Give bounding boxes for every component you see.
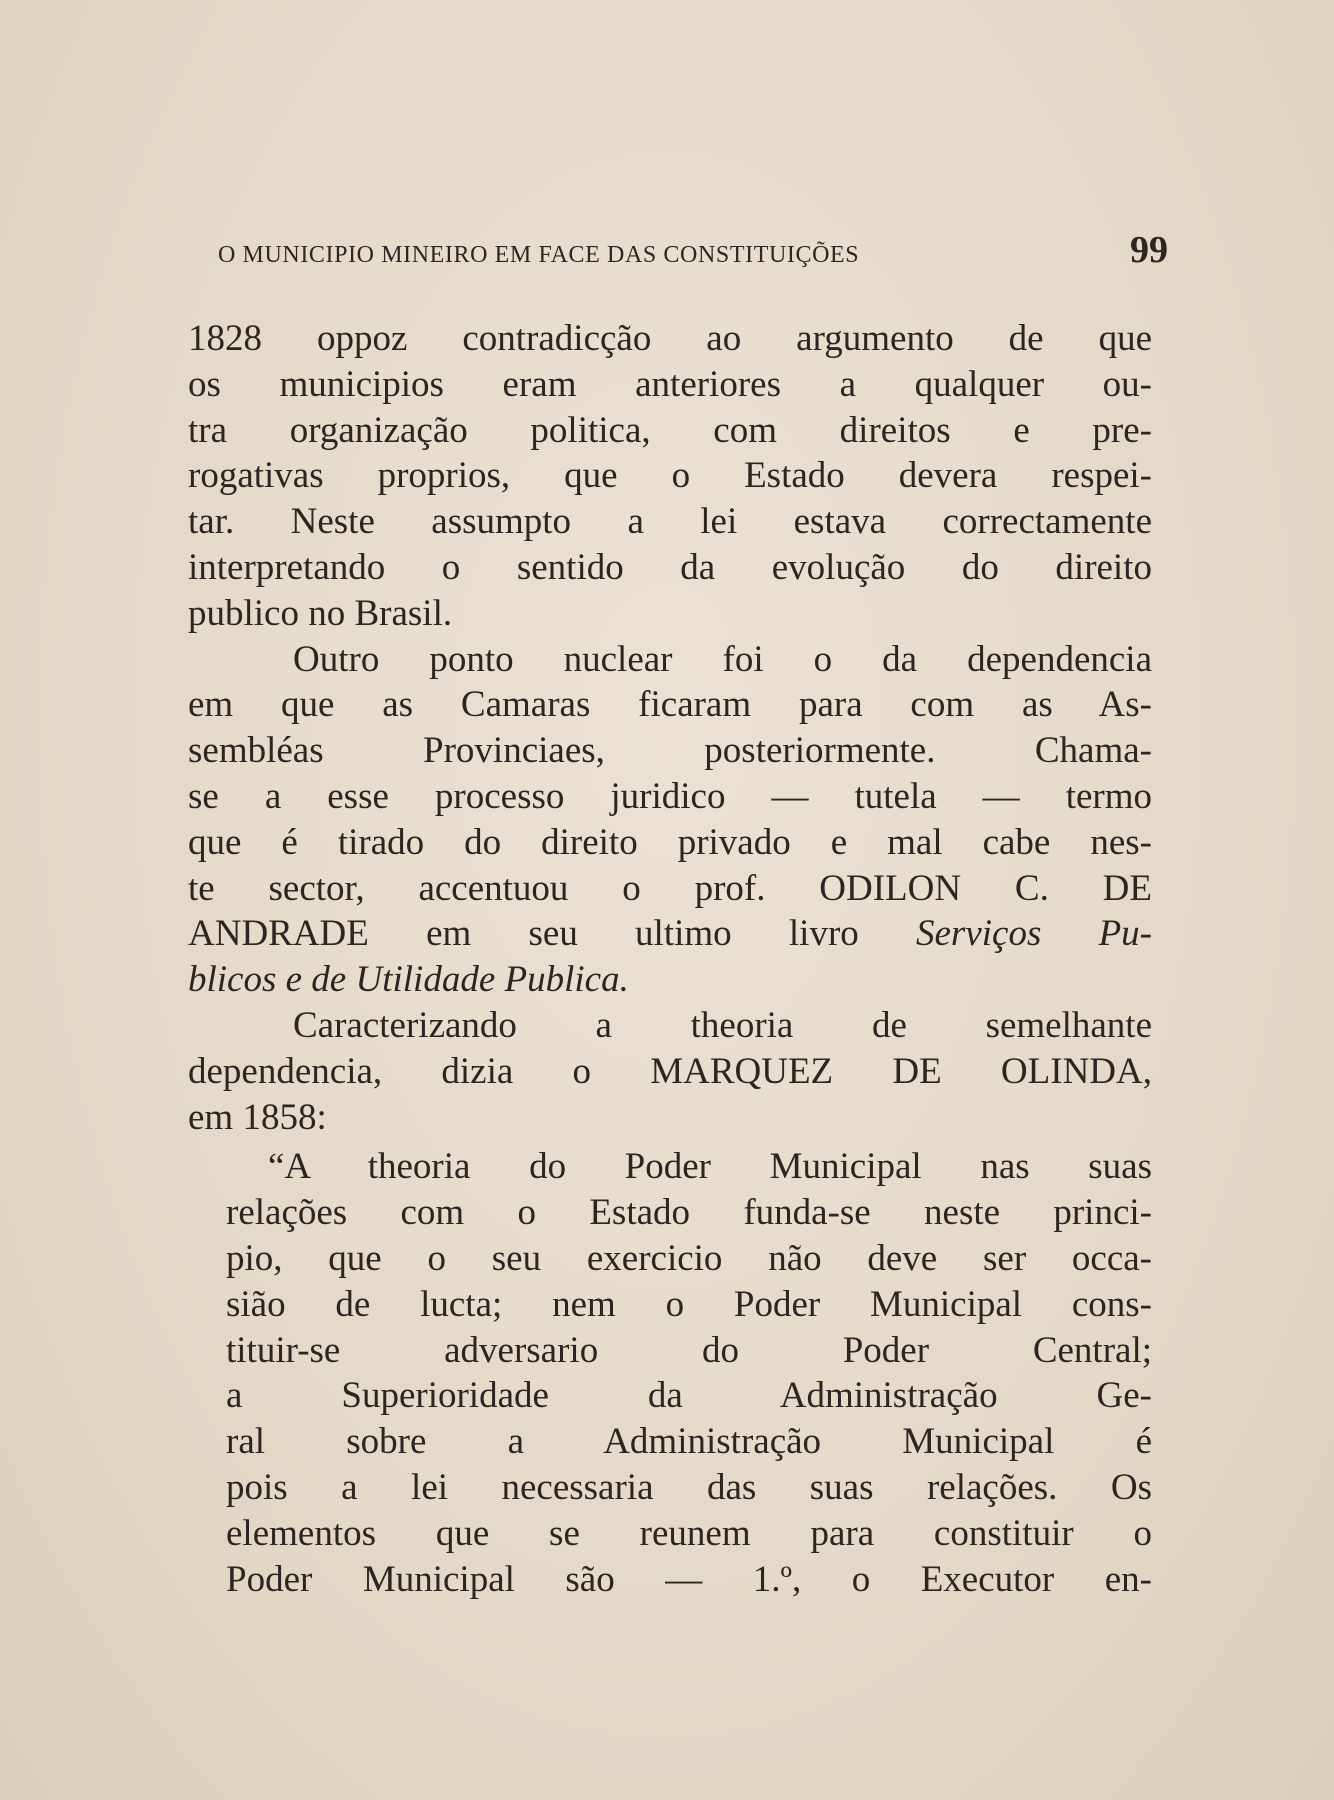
text-line: 1828 oppoz contradicção ao argumento de que bbox=[188, 318, 1152, 359]
book-title: Serviços Pu- bbox=[916, 913, 1152, 955]
text-line: ral sobre a Administração Municipal é bbox=[226, 1421, 1152, 1463]
text-line: se a esse processo juridico — tutela — termo bbox=[188, 775, 1152, 817]
body-text bbox=[188, 316, 1152, 1602]
text-line: publico no Brasil. bbox=[188, 592, 453, 634]
paragraph-1 bbox=[188, 316, 1152, 637]
text-line: em que as Camaras ficaram para com as As- bbox=[188, 684, 1152, 726]
text-line: Poder Municipal são — 1.º, o Executor en- bbox=[226, 1558, 1152, 1600]
text-line: a Superioridade da Administração Ge- bbox=[226, 1375, 1152, 1417]
text-line: te sector, accentuou o prof. ODILON C. DE bbox=[188, 867, 1152, 909]
paragraph-2 bbox=[188, 637, 1152, 1003]
block-quote bbox=[188, 1144, 1152, 1602]
page-number: 99 bbox=[1130, 229, 1168, 271]
running-title: O MUNICIPIO MINEIRO EM FACE DAS CONSTITUIÇÕES bbox=[218, 242, 860, 268]
paragraph-3 bbox=[188, 1003, 1152, 1140]
text-line: “A theoria do Poder Municipal nas suas bbox=[268, 1146, 1152, 1188]
text-line: em 1858: bbox=[188, 1096, 327, 1138]
text-line: dependencia, dizia o MARQUEZ DE OLINDA, bbox=[188, 1050, 1152, 1092]
text-line: sembléas Provinciaes, posteriormente. Chama- bbox=[188, 730, 1152, 772]
text-line: elementos que se reunem para constituir o bbox=[226, 1512, 1152, 1554]
text-line-with-title bbox=[188, 911, 1152, 957]
text-line: pio, que o seu exercicio não deve ser occa- bbox=[226, 1237, 1152, 1279]
text-line: tra organização politica, com direitos e pre- bbox=[188, 409, 1152, 451]
text-line bbox=[188, 957, 1152, 1003]
running-header bbox=[218, 228, 1168, 278]
text-line: relações com o Estado funda-se neste princi- bbox=[226, 1192, 1152, 1234]
text-line: os municipios eram anteriores a qualquer ou- bbox=[188, 363, 1152, 405]
text-line: pois a lei necessaria das suas relações. Os bbox=[226, 1466, 1152, 1508]
text-line: tituir-se adversario do Poder Central; bbox=[226, 1329, 1152, 1371]
text-line: Caracterizando a theoria de semelhante bbox=[293, 1004, 1152, 1046]
text-line: interpretando o sentido da evolução do direito bbox=[188, 546, 1152, 588]
text-line: Outro ponto nuclear foi o da dependencia bbox=[293, 638, 1152, 680]
text-line: sião de lucta; nem o Poder Municipal cons- bbox=[226, 1283, 1152, 1325]
text-line: tar. Neste assumpto a lei estava correctamente bbox=[188, 501, 1152, 543]
book-title: blicos e de Utilidade Publica. bbox=[188, 959, 629, 1001]
text-line: rogativas proprios, que o Estado devera respei- bbox=[188, 455, 1152, 497]
text-line: que é tirado do direito privado e mal cabe nes- bbox=[188, 821, 1152, 863]
text-segment: ANDRADE em seu ultimo livro bbox=[188, 913, 859, 955]
